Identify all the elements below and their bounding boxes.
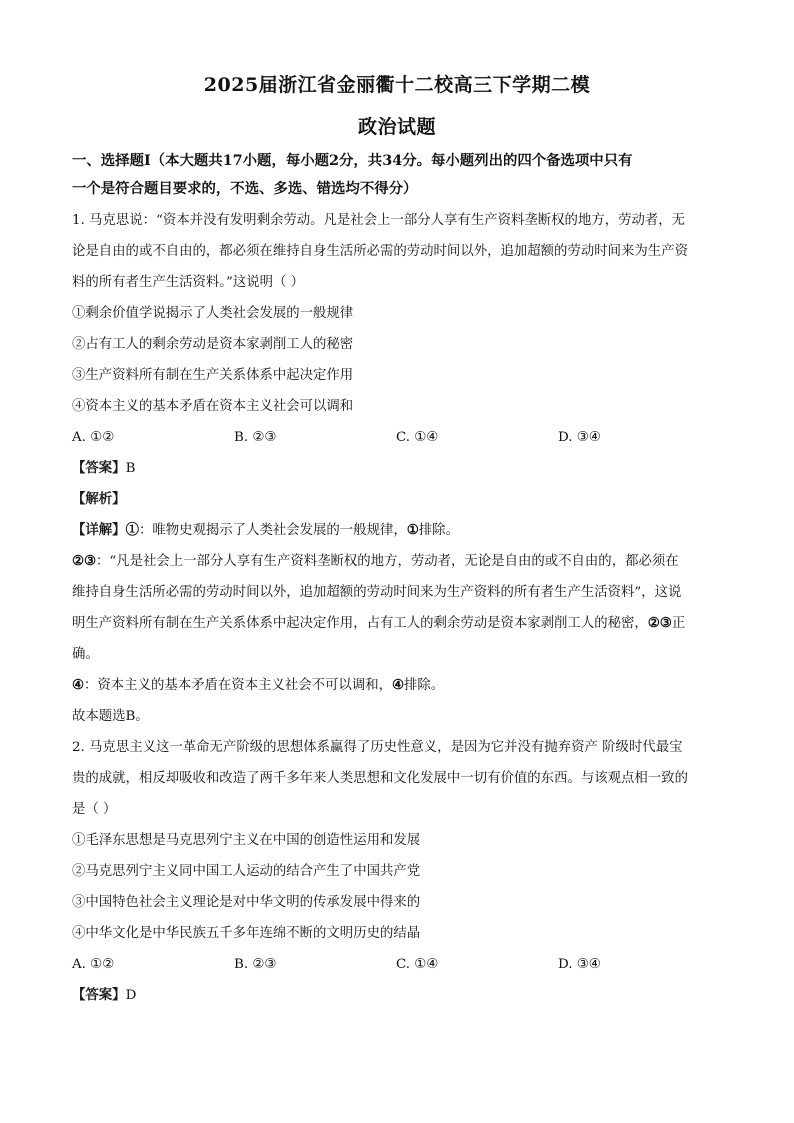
detail-3-lead: ④ xyxy=(72,677,85,693)
detail-2-mark: ②③ xyxy=(647,615,672,631)
q2-stem-line-3: 是（ ） xyxy=(72,802,117,817)
q1-detail-2-line-3 xyxy=(72,608,724,639)
q1-stem-line-3: 料的所有者生产生活资料。”这说明（ ） xyxy=(72,275,305,290)
detail-2-text-3: 明生产资料所有制在生产关系体系中起决定作用，占有工人的剩余劳动是资本家剥削工人的秘密， xyxy=(72,616,648,631)
detail-3-text: ：资本主义的基本矛盾在资本主义社会不可以调和， xyxy=(84,678,392,693)
q1-option-d: D. ③④ xyxy=(558,430,601,445)
q2-option-b: B. ②③ xyxy=(234,957,277,972)
q2-answer xyxy=(72,980,724,1011)
q1-statement-2: ②占有工人的剩余劳动是资本家剥削工人的秘密 xyxy=(72,337,354,352)
q2-option-c: C. ①④ xyxy=(396,957,439,972)
q2-statement-2: ②马克思列宁主义同中国工人运动的结合产生了中国共产党 xyxy=(72,864,421,879)
q1-options xyxy=(72,422,724,453)
q2-options xyxy=(72,949,724,980)
analysis-tag: 【解析】 xyxy=(72,491,126,507)
q2-answer-value: D xyxy=(125,988,137,1003)
answer-tag: 【答案】 xyxy=(72,987,126,1003)
answer-tag: 【答案】 xyxy=(72,460,126,476)
question-2 xyxy=(72,732,724,1011)
section-heading-line-2: 一个是符合题目要求的，不选、多选、错选均不得分） xyxy=(72,180,418,197)
detail-2-lead: ②③ xyxy=(72,553,97,569)
q1-conclusion: 故本题选B。 xyxy=(72,709,149,724)
q1-option-c: C. ①④ xyxy=(396,430,439,445)
q1-option-b: B. ②③ xyxy=(234,430,277,445)
detail-2-text-1: ：“凡是社会上一部分人享有生产资料垄断权的地方，劳动者，无论是自由的或不自由的，都必须在 xyxy=(96,554,679,569)
detail-1-text: ：唯物史观揭示了人类社会发展的一般规律， xyxy=(138,523,407,538)
q2-statement-4: ④中华文化是中华民族五千多年连绵不断的文明历史的结晶 xyxy=(72,926,421,941)
section-heading-line-1: 一、选择题Ⅰ（本大题共17小题，每小题2分，共34分。每小题列出的四个备选项中只有 xyxy=(72,152,633,169)
q1-statement-4: ④资本主义的基本矛盾在资本主义社会可以调和 xyxy=(72,399,354,414)
section-heading xyxy=(72,147,724,203)
q2-stem-line-2: 贵的成就，相反却吸收和改造了两千多年来人类思想和文化发展中一切有价值的东西。与该观点相一致的 xyxy=(72,771,688,786)
q1-detail-2-line-2: 维持自身生活所必需的劳动时间以外，追加超额的劳动时间来为生产资料的所有者生产生活资料”，这说 xyxy=(72,585,682,600)
q2-option-d: D. ③④ xyxy=(558,957,601,972)
document-title: 2025届浙江省金丽衢十二校高三下学期二模 xyxy=(203,74,591,96)
document-subtitle: 政治试题 xyxy=(357,116,436,138)
question-1 xyxy=(72,205,724,732)
q1-detail-1 xyxy=(72,515,724,546)
q1-stem-line-1: 1. 马克思说：“资本并没有发明剩余劳动。凡是社会上一部分人享有生产资料垄断权的地方，劳动者，无 xyxy=(72,213,686,228)
detail-1-lead: ① xyxy=(125,522,139,538)
detail-1-end: 排除。 xyxy=(418,523,459,538)
q2-statement-1: ①毛泽东思想是马克思列宁主义在中国的创造性运用和发展 xyxy=(72,833,421,848)
detail-1-mark: ① xyxy=(406,522,419,538)
detail-3-end: 排除。 xyxy=(404,678,445,693)
q2-statement-3: ③中国特色社会主义理论是对中华文明的传承发展中得来的 xyxy=(72,895,421,910)
detail-3-mark: ④ xyxy=(392,677,405,693)
q1-option-a: A. ①② xyxy=(72,430,115,445)
q1-stem-line-2: 论是自由的或不自由的，都必须在维持自身生活所必需的劳动时间以外，追加超额的劳动时间来为生产资 xyxy=(72,244,688,259)
q1-answer xyxy=(72,453,724,484)
document-body xyxy=(72,147,724,1011)
q2-stem-line-1: 2. 马克思主义这一革命无产阶级的思想体系赢得了历史性意义，是因为它并没有抛弃资产 阶级时代最宝 xyxy=(72,740,683,755)
q1-detail-2-line-4: 确。 xyxy=(72,647,99,662)
q1-answer-value: B xyxy=(125,461,136,476)
q1-detail-2-line-1 xyxy=(72,546,724,577)
q1-statement-1: ①剩余价值学说揭示了人类社会发展的一般规律 xyxy=(72,306,354,321)
q2-option-a: A. ①② xyxy=(72,957,115,972)
detail-2-tail: 正 xyxy=(671,616,686,631)
detail-tag: 【详解】 xyxy=(72,522,126,538)
q1-analysis xyxy=(72,484,724,515)
q1-detail-3 xyxy=(72,670,724,701)
q1-statement-3: ③生产资料所有制在生产关系体系中起决定作用 xyxy=(72,368,354,383)
